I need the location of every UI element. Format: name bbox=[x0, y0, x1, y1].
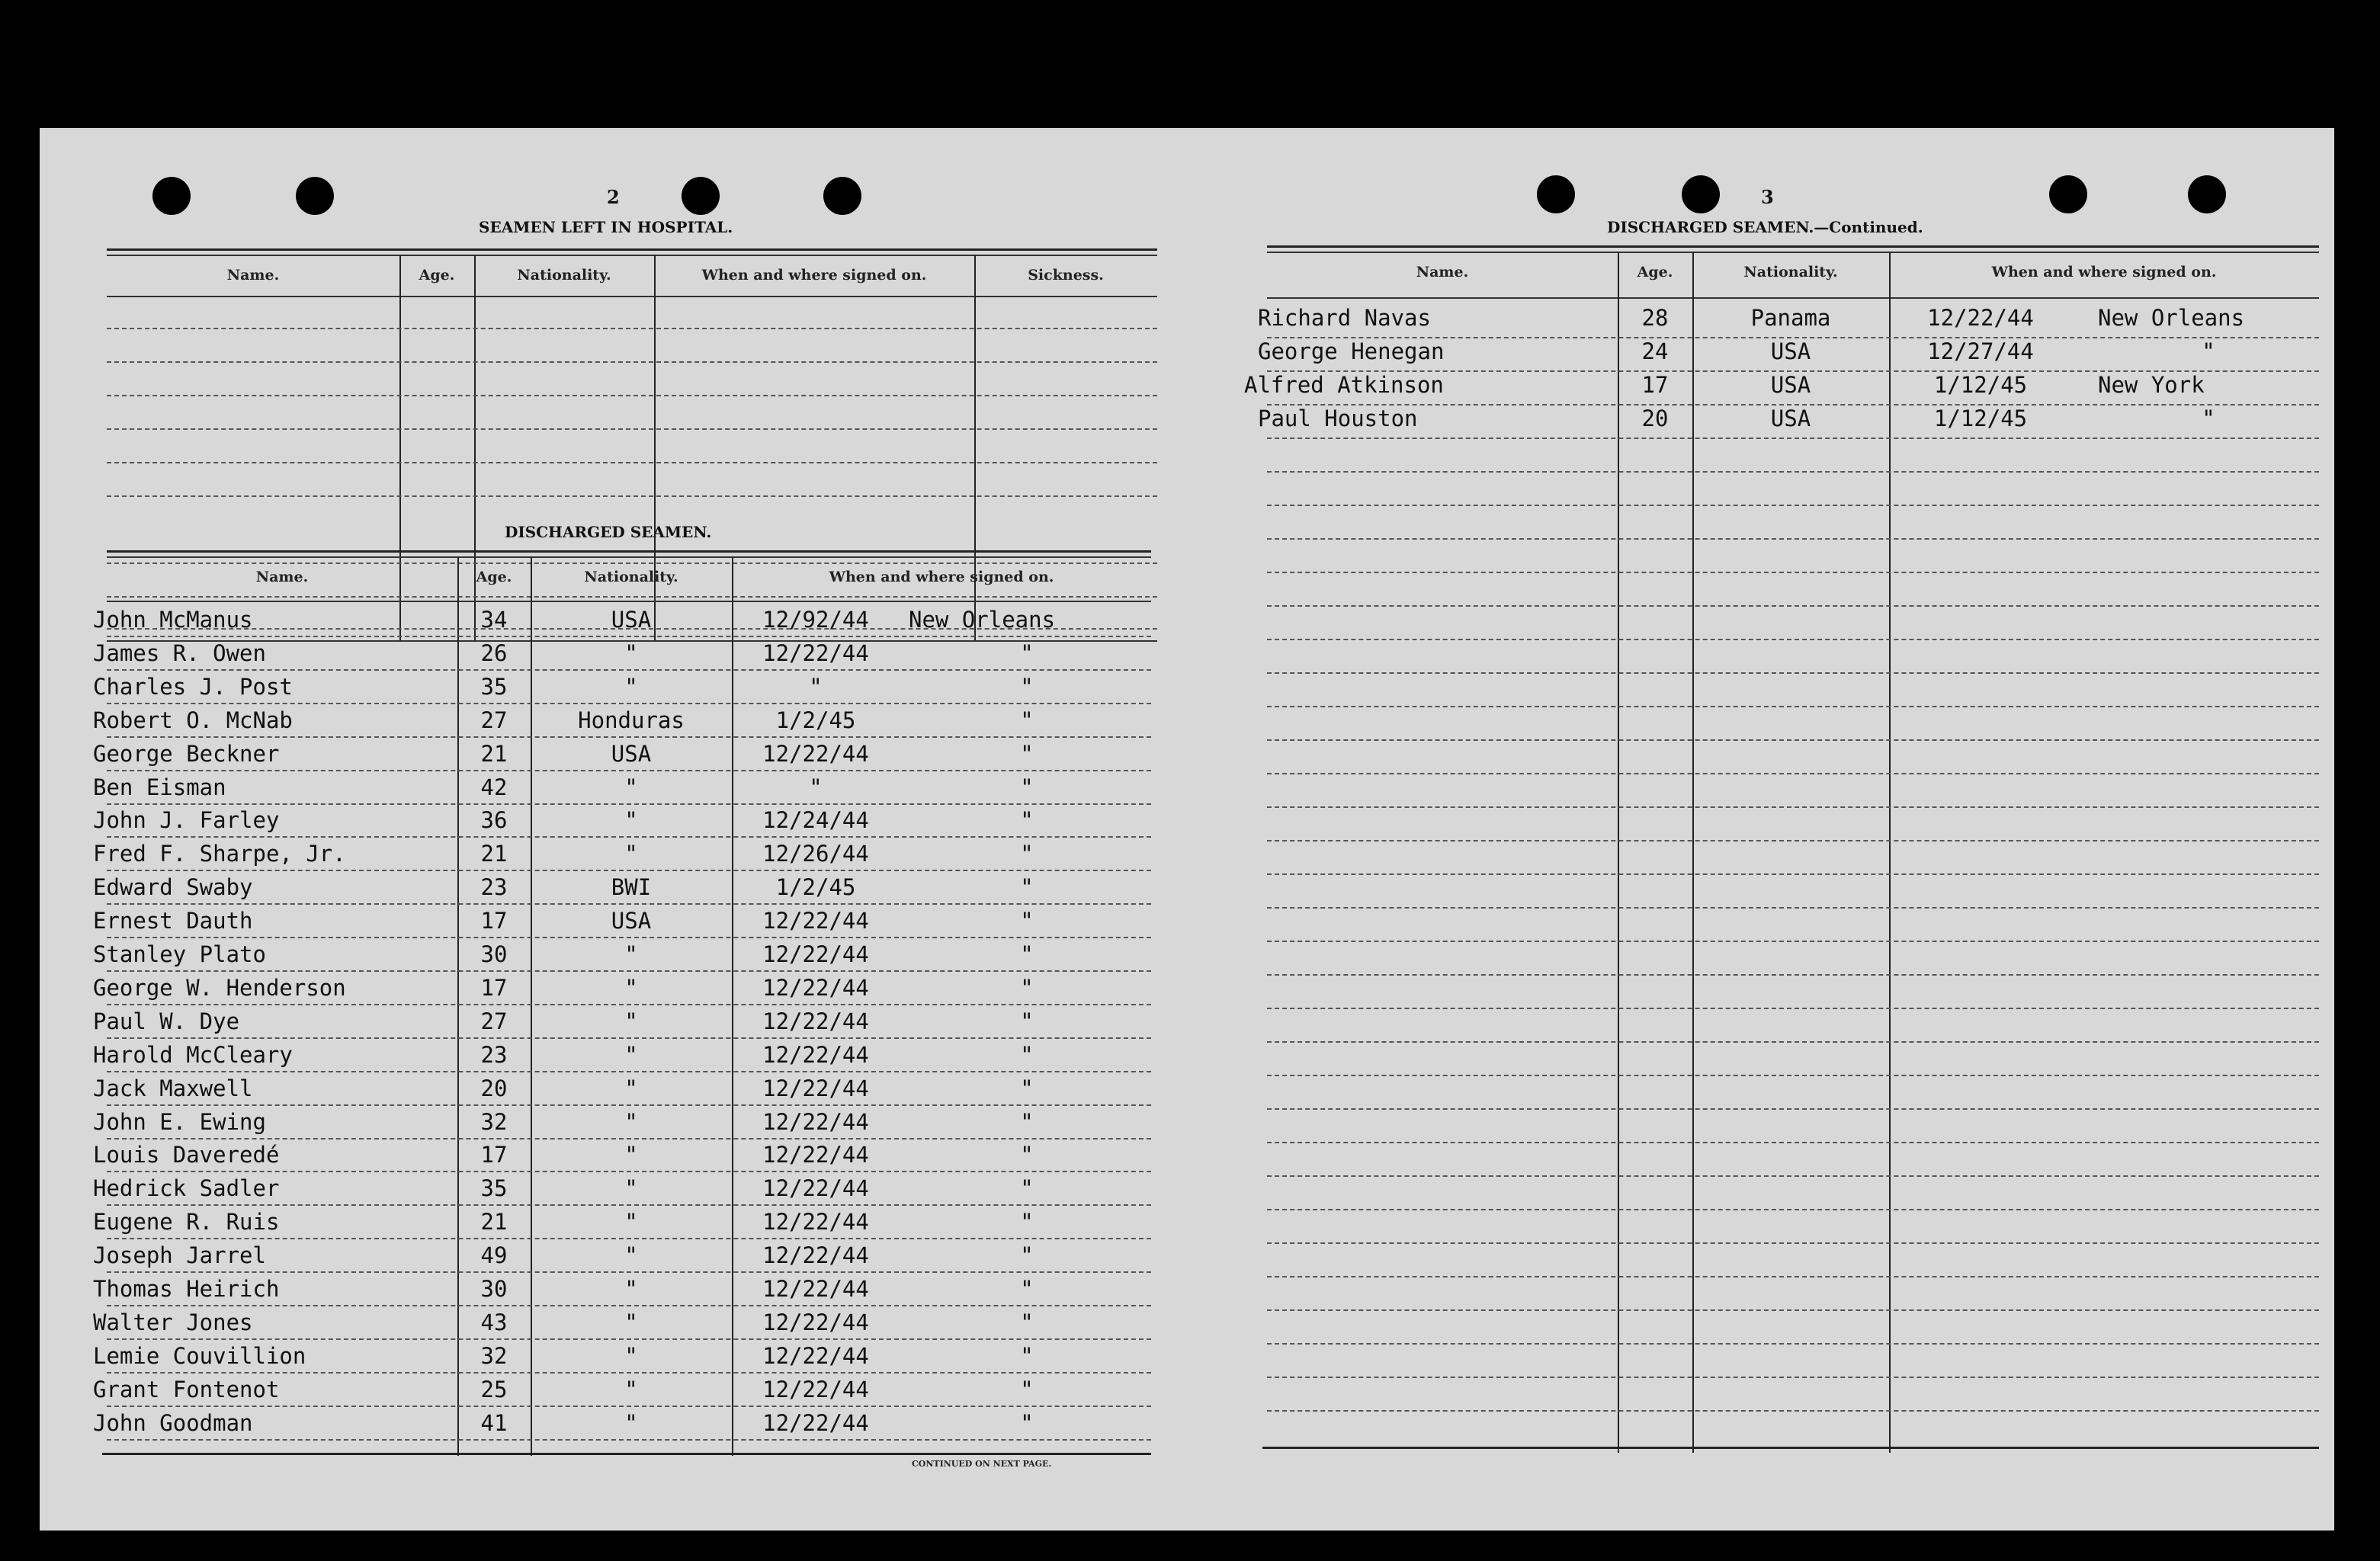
ruled-line bbox=[107, 1406, 1151, 1407]
seaman-nationality: " bbox=[624, 1142, 638, 1168]
seaman-age: 43 bbox=[480, 1309, 508, 1335]
seaman-age: 25 bbox=[480, 1376, 508, 1402]
signed-on-place: " bbox=[1020, 874, 1034, 901]
signed-on-place: " bbox=[1020, 673, 1034, 700]
punch-hole bbox=[1537, 175, 1575, 213]
seaman-nationality: USA bbox=[1770, 405, 1811, 431]
punch-hole bbox=[152, 177, 191, 215]
signed-on-place: " bbox=[1020, 1242, 1034, 1269]
ruled-line bbox=[107, 563, 1157, 564]
seaman-age: 17 bbox=[480, 1142, 508, 1168]
ruled-line bbox=[1267, 1410, 2319, 1412]
discharged-section-title: DISCHARGED SEAMEN. bbox=[505, 523, 712, 541]
ruled-line bbox=[1267, 739, 2319, 741]
seaman-name: Thomas Heirich bbox=[93, 1276, 280, 1302]
signed-on-date: 12/22/44 bbox=[762, 974, 869, 1001]
punch-hole bbox=[2049, 175, 2087, 213]
discharged-top-rule-2 bbox=[107, 556, 1151, 558]
seaman-name: Edward Swaby bbox=[93, 874, 253, 901]
ruled-line bbox=[1267, 639, 2319, 640]
punch-hole bbox=[2188, 175, 2226, 213]
signed-on-place: " bbox=[1020, 1175, 1034, 1202]
seaman-nationality: " bbox=[624, 1309, 638, 1335]
ruled-line bbox=[107, 495, 1157, 497]
seaman-name: Hedrick Sadler bbox=[93, 1175, 280, 1202]
signed-on-place: " bbox=[1020, 707, 1034, 733]
seaman-age: 35 bbox=[480, 1175, 508, 1202]
hospital-header-nationality: Nationality. bbox=[517, 267, 611, 284]
signed-on-date: 12/22/44 bbox=[762, 1041, 869, 1068]
seaman-age: 26 bbox=[480, 639, 508, 666]
seaman-name: Charles J. Post bbox=[93, 673, 293, 700]
ruled-line bbox=[1267, 1309, 2319, 1311]
ruled-line bbox=[107, 1004, 1151, 1005]
ruled-line bbox=[107, 1171, 1151, 1172]
seaman-nationality: " bbox=[624, 1276, 638, 1302]
ruled-line bbox=[107, 328, 1157, 329]
ruled-line bbox=[107, 1372, 1151, 1373]
seaman-nationality: USA bbox=[611, 740, 652, 767]
ruled-line bbox=[1267, 941, 2319, 942]
hospital-header-rule bbox=[107, 296, 1157, 297]
ruled-line bbox=[107, 361, 1157, 363]
seaman-age: 21 bbox=[480, 740, 508, 767]
signed-on-date: 12/22/44 bbox=[762, 1242, 869, 1269]
signed-on-place: " bbox=[1020, 908, 1034, 934]
continued-header-age: Age. bbox=[1637, 264, 1673, 280]
seaman-nationality: " bbox=[624, 1075, 638, 1101]
ruled-line bbox=[107, 1204, 1151, 1206]
signed-on-date: 12/22/44 bbox=[1927, 305, 2034, 331]
continued-header-nationality: Nationality. bbox=[1743, 264, 1838, 280]
ruled-line bbox=[1267, 404, 2319, 405]
seaman-nationality: " bbox=[624, 807, 638, 834]
signed-on-place: New York bbox=[2098, 372, 2205, 398]
signed-on-place: " bbox=[1020, 639, 1034, 666]
hospital-header-name: Name. bbox=[226, 267, 280, 284]
ruled-line bbox=[1267, 672, 2319, 674]
seaman-nationality: " bbox=[624, 1409, 638, 1436]
continued-note: CONTINUED ON NEXT PAGE. bbox=[912, 1459, 1052, 1469]
ruled-line bbox=[107, 1271, 1151, 1273]
seaman-nationality: " bbox=[624, 1376, 638, 1402]
ruled-line bbox=[1267, 1377, 2319, 1378]
continued-col-divider bbox=[1618, 252, 1619, 1453]
ruled-line bbox=[1267, 370, 2319, 372]
seaman-age: 42 bbox=[480, 774, 508, 800]
ruled-line bbox=[107, 1071, 1151, 1072]
signed-on-place: " bbox=[1020, 1008, 1034, 1034]
signed-on-place: " bbox=[1020, 941, 1034, 967]
seaman-nationality: " bbox=[624, 1108, 638, 1135]
continued-header-rule bbox=[1267, 297, 2319, 299]
ruled-line bbox=[1267, 505, 2319, 506]
seaman-nationality: USA bbox=[1770, 372, 1811, 398]
hospital-header-sickness: Sickness. bbox=[1028, 267, 1104, 284]
seaman-name: Paul W. Dye bbox=[93, 1008, 240, 1034]
signed-on-place: " bbox=[1020, 974, 1034, 1001]
continued-top-rule bbox=[1267, 245, 2319, 248]
continued-header-signed-on: When and where signed on. bbox=[1991, 264, 2217, 280]
ruled-line bbox=[1267, 974, 2319, 976]
ruled-line bbox=[107, 703, 1151, 704]
discharged-header-signed-on: When and where signed on. bbox=[829, 569, 1054, 585]
seaman-nationality: " bbox=[624, 941, 638, 967]
ruled-line bbox=[1267, 773, 2319, 774]
seaman-nationality: " bbox=[624, 1209, 638, 1236]
continued-top-rule-2 bbox=[1267, 252, 2319, 253]
ruled-line bbox=[107, 1305, 1151, 1306]
signed-on-date: 12/22/44 bbox=[762, 908, 869, 934]
signed-on-date: 12/22/44 bbox=[762, 639, 869, 666]
seaman-nationality: " bbox=[624, 1008, 638, 1034]
seaman-name: George Beckner bbox=[93, 740, 280, 767]
discharged-header-rule bbox=[107, 601, 1151, 602]
ruled-line bbox=[1267, 1041, 2319, 1043]
ruled-line bbox=[1267, 1008, 2319, 1009]
signed-on-date: 12/22/44 bbox=[762, 740, 869, 767]
continued-bottom-rule bbox=[1262, 1447, 2319, 1449]
signed-on-date: 1/2/45 bbox=[775, 874, 856, 901]
ruled-line bbox=[1267, 1343, 2319, 1345]
signed-on-place: " bbox=[1020, 1342, 1034, 1369]
seaman-name: John Goodman bbox=[93, 1409, 253, 1436]
ruled-line bbox=[107, 636, 1151, 637]
seaman-age: 32 bbox=[480, 1342, 508, 1369]
signed-on-date: 1/12/45 bbox=[1933, 372, 2028, 398]
seaman-name: Robert O. McNab bbox=[93, 707, 293, 733]
ruled-line bbox=[107, 736, 1151, 738]
seaman-age: 17 bbox=[480, 974, 508, 1001]
ruled-line bbox=[107, 1104, 1151, 1106]
ruled-line bbox=[107, 1238, 1151, 1239]
signed-on-date: 12/24/44 bbox=[762, 807, 869, 834]
seaman-age: 17 bbox=[480, 908, 508, 934]
ruled-line bbox=[107, 770, 1151, 771]
signed-on-date: " bbox=[809, 673, 823, 700]
signed-on-place: " bbox=[1020, 774, 1034, 800]
discharged-header-nationality: Nationality. bbox=[584, 569, 678, 585]
discharged-bottom-rule bbox=[102, 1453, 1151, 1455]
seaman-nationality: " bbox=[624, 974, 638, 1001]
signed-on-date: 1/12/45 bbox=[1933, 405, 2028, 431]
signed-on-place: " bbox=[1020, 807, 1034, 834]
ruled-line bbox=[107, 428, 1157, 430]
hospital-section-title: SEAMEN LEFT IN HOSPITAL. bbox=[479, 218, 733, 236]
ruled-line bbox=[107, 462, 1157, 463]
continued-col-divider bbox=[1692, 252, 1694, 1453]
signed-on-place: " bbox=[1020, 1209, 1034, 1236]
seaman-name: James R. Owen bbox=[93, 639, 266, 666]
ruled-line bbox=[107, 1338, 1151, 1340]
seaman-name: Richard Navas bbox=[1258, 305, 1431, 331]
seaman-nationality: USA bbox=[611, 908, 652, 934]
seaman-age: 20 bbox=[1641, 405, 1669, 431]
page-number-left: 2 bbox=[607, 186, 620, 208]
seaman-nationality: Honduras bbox=[578, 707, 685, 733]
signed-on-date: 12/22/44 bbox=[762, 1108, 869, 1135]
signed-on-date: 12/22/44 bbox=[762, 1175, 869, 1202]
signed-on-date: 12/22/44 bbox=[762, 941, 869, 967]
seaman-nationality: " bbox=[624, 1175, 638, 1202]
seaman-name: Jack Maxwell bbox=[93, 1075, 253, 1101]
seaman-age: 23 bbox=[480, 1041, 508, 1068]
signed-on-date: 12/22/44 bbox=[762, 1309, 869, 1335]
seaman-name: George Henegan bbox=[1258, 338, 1445, 364]
seaman-nationality: USA bbox=[1770, 338, 1811, 364]
seaman-name: Walter Jones bbox=[93, 1309, 253, 1335]
ruled-line bbox=[1267, 1108, 2319, 1110]
continued-col-divider bbox=[1889, 252, 1891, 1453]
ruled-line bbox=[1267, 873, 2319, 875]
seaman-nationality: BWI bbox=[611, 874, 652, 901]
signed-on-place: New Orleans bbox=[2098, 305, 2245, 331]
signed-on-date: 12/22/44 bbox=[762, 1008, 869, 1034]
ruled-line bbox=[1267, 605, 2319, 607]
discharged-header-name: Name. bbox=[255, 569, 309, 585]
signed-on-date: 12/22/44 bbox=[762, 1409, 869, 1436]
seaman-age: 21 bbox=[480, 841, 508, 867]
seaman-age: 21 bbox=[480, 1209, 508, 1236]
seaman-name: Louis Daveredé bbox=[93, 1142, 280, 1168]
ruled-line bbox=[1267, 1242, 2319, 1244]
signed-on-place: " bbox=[1020, 1142, 1034, 1168]
seaman-name: George W. Henderson bbox=[93, 974, 346, 1001]
seaman-nationality: " bbox=[624, 639, 638, 666]
ruled-line bbox=[107, 836, 1151, 838]
seaman-nationality: " bbox=[624, 1242, 638, 1269]
page-number-right: 3 bbox=[1761, 186, 1774, 208]
seaman-nationality: " bbox=[624, 1041, 638, 1068]
ruled-line bbox=[1267, 538, 2319, 540]
signed-on-place: " bbox=[1020, 1108, 1034, 1135]
signed-on-place: " bbox=[2202, 338, 2215, 364]
ruled-line bbox=[1267, 840, 2319, 841]
signed-on-date: 12/22/44 bbox=[762, 1142, 869, 1168]
seaman-name: Stanley Plato bbox=[93, 941, 266, 967]
signed-on-place: " bbox=[1020, 1276, 1034, 1302]
ruled-line bbox=[107, 1037, 1151, 1039]
ruled-line bbox=[1267, 471, 2319, 473]
signed-on-date: 12/22/44 bbox=[762, 1209, 869, 1236]
seaman-name: Ben Eisman bbox=[93, 774, 226, 800]
signed-on-date: 12/22/44 bbox=[762, 1376, 869, 1402]
hospital-top-rule bbox=[107, 248, 1157, 251]
seaman-name: Paul Houston bbox=[1258, 405, 1418, 431]
ruled-line bbox=[107, 1138, 1151, 1139]
seaman-age: 32 bbox=[480, 1108, 508, 1135]
seaman-age: 49 bbox=[480, 1242, 508, 1269]
hospital-top-rule-2 bbox=[107, 255, 1157, 256]
signed-on-place: " bbox=[2202, 405, 2215, 431]
punch-hole bbox=[682, 177, 720, 215]
seaman-nationality: USA bbox=[611, 607, 652, 633]
seaman-name: Harold McCleary bbox=[93, 1041, 293, 1068]
ruled-line bbox=[107, 937, 1151, 938]
ruled-line bbox=[107, 1439, 1151, 1441]
ruled-line bbox=[1267, 1142, 2319, 1143]
signed-on-date: 12/26/44 bbox=[762, 841, 869, 867]
ruled-line bbox=[1267, 1209, 2319, 1210]
seaman-name: Lemie Couvillion bbox=[93, 1342, 306, 1369]
punch-hole bbox=[823, 177, 861, 215]
seaman-age: 41 bbox=[480, 1409, 508, 1436]
seaman-age: 27 bbox=[480, 1008, 508, 1034]
ruled-line bbox=[1267, 337, 2319, 338]
ruled-line bbox=[107, 870, 1151, 871]
seaman-name: Eugene R. Ruis bbox=[93, 1209, 280, 1236]
seaman-age: 28 bbox=[1641, 305, 1669, 331]
document-sheet bbox=[40, 128, 2334, 1531]
hospital-header-signed-on: When and where signed on. bbox=[701, 267, 927, 284]
discharged-top-rule bbox=[107, 550, 1151, 553]
signed-on-place: New Orleans bbox=[909, 607, 1056, 633]
ruled-line bbox=[107, 803, 1151, 805]
seaman-age: 24 bbox=[1641, 338, 1669, 364]
signed-on-date: 12/22/44 bbox=[762, 1276, 869, 1302]
ruled-line bbox=[107, 669, 1151, 671]
seaman-age: 17 bbox=[1641, 372, 1669, 398]
seaman-name: Joseph Jarrel bbox=[93, 1242, 266, 1269]
signed-on-date: 12/92/44 bbox=[762, 607, 869, 633]
seaman-nationality: " bbox=[624, 841, 638, 867]
seaman-name: Alfred Atkinson bbox=[1244, 372, 1444, 398]
seaman-name: Ernest Dauth bbox=[93, 908, 253, 934]
ruled-line bbox=[1267, 907, 2319, 909]
punch-hole bbox=[1682, 175, 1720, 213]
seaman-age: 34 bbox=[480, 607, 508, 633]
seaman-nationality: " bbox=[624, 774, 638, 800]
seaman-name: John E. Ewing bbox=[93, 1108, 266, 1135]
hospital-header-age: Age. bbox=[419, 267, 455, 284]
signed-on-place: " bbox=[1020, 1409, 1034, 1436]
seaman-nationality: " bbox=[624, 673, 638, 700]
signed-on-date: 12/22/44 bbox=[762, 1342, 869, 1369]
seaman-age: 30 bbox=[480, 941, 508, 967]
punch-hole bbox=[296, 177, 334, 215]
seaman-name: John J. Farley bbox=[93, 807, 280, 834]
ruled-line bbox=[1267, 1075, 2319, 1076]
seaman-age: 20 bbox=[480, 1075, 508, 1101]
signed-on-date: 12/27/44 bbox=[1927, 338, 2034, 364]
ruled-line bbox=[107, 596, 1157, 598]
seaman-age: 23 bbox=[480, 874, 508, 901]
continued-section-title: DISCHARGED SEAMEN.—Continued. bbox=[1607, 218, 1923, 236]
signed-on-place: " bbox=[1020, 841, 1034, 867]
ruled-line bbox=[1267, 1276, 2319, 1277]
signed-on-place: " bbox=[1020, 1041, 1034, 1068]
signed-on-place: " bbox=[1020, 1376, 1034, 1402]
signed-on-place: " bbox=[1020, 1309, 1034, 1335]
seaman-nationality: " bbox=[624, 1342, 638, 1369]
seaman-name: John McManus bbox=[93, 607, 253, 633]
seaman-age: 30 bbox=[480, 1276, 508, 1302]
seaman-nationality: Panama bbox=[1750, 305, 1831, 331]
ruled-line bbox=[107, 395, 1157, 396]
continued-header-name: Name. bbox=[1416, 264, 1469, 280]
signed-on-date: " bbox=[809, 774, 823, 800]
ruled-line bbox=[107, 903, 1151, 905]
signed-on-date: 1/2/45 bbox=[775, 707, 856, 733]
seaman-age: 27 bbox=[480, 707, 508, 733]
seaman-age: 35 bbox=[480, 673, 508, 700]
ruled-line bbox=[1267, 806, 2319, 808]
ruled-line bbox=[1267, 1175, 2319, 1177]
ruled-line bbox=[1267, 706, 2319, 707]
seaman-name: Grant Fontenot bbox=[93, 1376, 280, 1402]
seaman-age: 36 bbox=[480, 807, 508, 834]
signed-on-place: " bbox=[1020, 740, 1034, 767]
ruled-line bbox=[1267, 572, 2319, 573]
ruled-line bbox=[1267, 438, 2319, 439]
seaman-name: Fred F. Sharpe, Jr. bbox=[93, 841, 346, 867]
signed-on-date: 12/22/44 bbox=[762, 1075, 869, 1101]
ruled-line bbox=[107, 970, 1151, 972]
discharged-header-age: Age. bbox=[476, 569, 512, 585]
signed-on-place: " bbox=[1020, 1075, 1034, 1101]
